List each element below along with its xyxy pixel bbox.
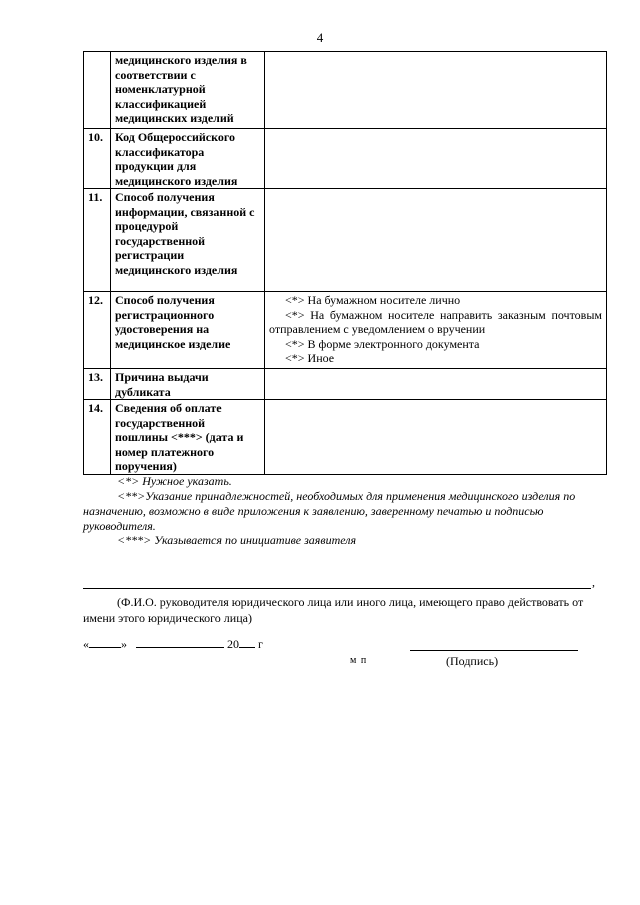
row-number: 11. (84, 189, 111, 292)
date-line (83, 636, 263, 652)
table-row (84, 369, 607, 400)
application-form-table (83, 51, 607, 475)
delivery-options (265, 292, 607, 369)
fio-line-comma: , (592, 575, 595, 589)
row-label: Сведения об оплате государственной пошлины <***> (дата и номер платежного поручения) (111, 400, 265, 475)
date-open-quote: « (83, 637, 89, 651)
row-number (84, 52, 111, 129)
row-value-field[interactable] (265, 189, 607, 292)
year-prefix: 20 (227, 637, 239, 651)
row-number: 14. (84, 400, 111, 475)
row-label: Способ получения информации, связанной с процедурой государственной регистрации медицинского изделия (111, 189, 265, 292)
fio-caption: (Ф.И.О. руководителя юридического лица или иного лица, имеющего право действовать от имени этого юридического лица) (83, 595, 584, 625)
footnote-3: <***> Указывается по инициативе заявителя (117, 533, 357, 547)
row-value-field[interactable] (265, 369, 607, 400)
footnote-2: <**>Указание принадлежностей, необходимых для применения медицинского изделия по назначению, возможно в виде приложения к заявлению, заверенному печатью и подписью руководителя. (83, 489, 576, 533)
option-other[interactable]: <*> Иное (285, 351, 335, 365)
option-paper-in-person[interactable]: <*> На бумажном носителе лично (285, 293, 461, 307)
fio-signature-line[interactable] (83, 588, 591, 589)
footnote-1: <*> Нужное указать. (117, 474, 232, 488)
table-row (84, 400, 607, 475)
seal-place-mark: м п (350, 655, 368, 666)
year-suffix: г (258, 637, 263, 651)
signature-caption: (Подпись) (446, 654, 499, 668)
row-label: Причина выдачи дубликата (111, 369, 265, 400)
table-row (84, 129, 607, 189)
row-number: 12. (84, 292, 111, 369)
row-value-field[interactable] (265, 52, 607, 129)
row-value-field[interactable] (265, 400, 607, 475)
table-row (84, 292, 607, 369)
row-value-field[interactable] (265, 129, 607, 189)
table-row (84, 189, 607, 292)
table-row (84, 52, 607, 129)
row-label: Способ получения регистрационного удостоверения на медицинское изделие (111, 292, 265, 369)
date-close-quote: » (121, 637, 127, 651)
page-number: 4 (316, 30, 324, 45)
month-blank[interactable] (136, 636, 224, 648)
row-label: Код Общероссийского классификатора продукции для медицинского изделия (111, 129, 265, 189)
row-number: 13. (84, 369, 111, 400)
option-electronic[interactable]: <*> В форме электронного документа (285, 336, 480, 351)
row-label: медицинского изделия в соответствии с номенклатурной классификацией медицинских изделий (111, 52, 265, 129)
year-blank[interactable] (239, 636, 255, 648)
option-paper-by-mail[interactable]: <*> На бумажном носителе направить заказным почтовым отправлением с уведомлением о вручении (269, 307, 602, 336)
day-blank[interactable] (89, 636, 121, 648)
signature-line[interactable] (410, 650, 578, 651)
row-number: 10. (84, 129, 111, 189)
